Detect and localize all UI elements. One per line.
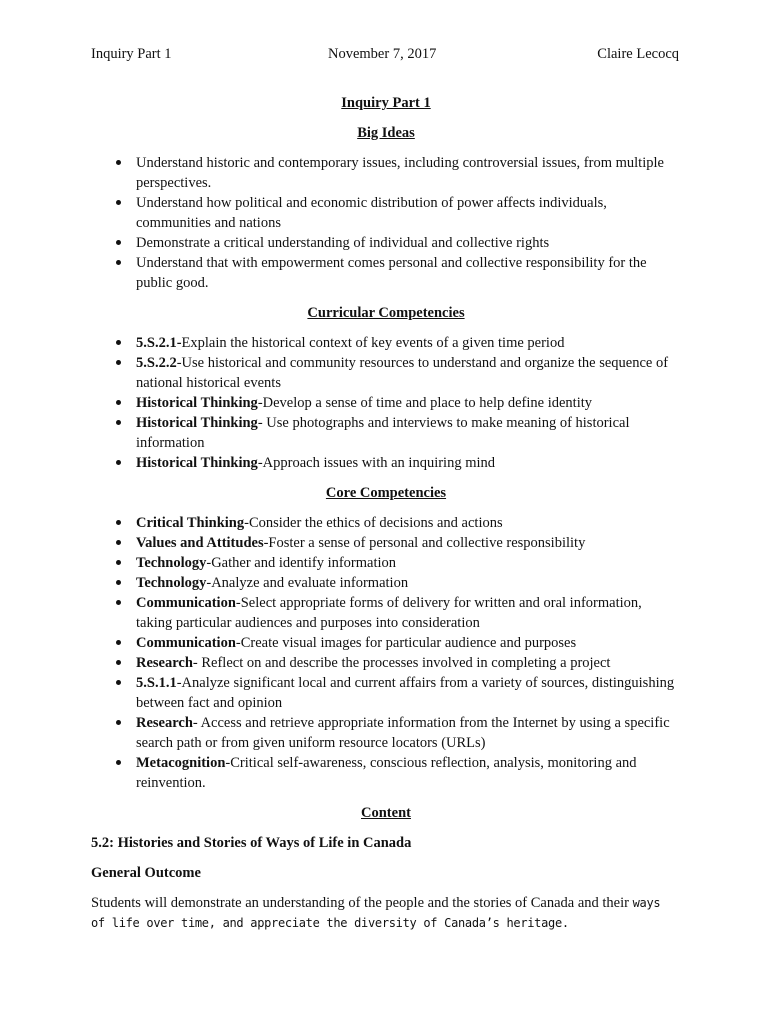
competency-text: Explain the historical context of key events of a given time period xyxy=(181,335,565,351)
competency-term: Technology xyxy=(136,555,207,571)
header-left: Inquiry Part 1 xyxy=(91,46,172,62)
competency-term: 5.S.1.1 xyxy=(136,675,177,691)
competency-text: -Analyze and evaluate information xyxy=(206,575,409,591)
list-item xyxy=(91,593,681,633)
competency-text: -Foster a sense of personal and collective responsibility xyxy=(263,535,586,551)
competency-term: Historical Thinking xyxy=(136,455,258,471)
list-item xyxy=(91,353,681,393)
competency-term: Communication xyxy=(136,635,236,651)
competency-term: Historical Thinking xyxy=(136,415,258,431)
competency-term: Research xyxy=(136,655,193,671)
content-section-title: 5.2: Histories and Stories of Ways of Life in Canada xyxy=(91,835,412,851)
competency-text: -Approach issues with an inquiring mind xyxy=(257,455,496,471)
list-item xyxy=(91,533,681,553)
core-competencies-list xyxy=(91,513,681,793)
list-item xyxy=(91,513,681,533)
list-item xyxy=(91,413,681,453)
general-outcome-text xyxy=(91,893,681,933)
competency-text: -Select appropriate forms of delivery for written and oral information, taking particular audiences and purposes into consideration xyxy=(136,595,642,631)
page-header xyxy=(91,44,679,64)
competency-text: -Create visual images for particular audience and purposes xyxy=(235,635,577,651)
competency-term: Historical Thinking xyxy=(136,395,258,411)
list-item: Understand historic and contemporary issues, including controversial issues, from multiple perspectives. xyxy=(91,153,681,193)
list-item xyxy=(91,753,681,793)
curricular-competencies-list xyxy=(91,333,681,473)
curricular-competencies-heading: Curricular Competencies xyxy=(307,305,465,321)
outcome-text-end: ways of life over time, and appreciate the diversity of Canada’s heritage. xyxy=(91,896,661,930)
list-item xyxy=(91,633,681,653)
list-item xyxy=(91,573,681,593)
header-author: Claire Lecocq xyxy=(597,46,679,62)
big-ideas-list xyxy=(91,153,681,293)
competency-term: Technology xyxy=(136,575,207,591)
competency-text: - Reflect on and describe the processes involved in completing a project xyxy=(192,655,611,671)
competency-text: -Gather and identify information xyxy=(206,555,397,571)
big-ideas-heading: Big Ideas xyxy=(357,125,415,141)
outcome-text-start: Students will demonstrate an understanding of the people and the stories of Canada and their xyxy=(91,895,629,911)
list-item xyxy=(91,453,681,473)
competency-text: -Analyze significant local and current affairs from a variety of sources, distinguishing between fact and opinion xyxy=(136,675,675,711)
list-item xyxy=(91,553,681,573)
competency-term: Metacognition xyxy=(136,755,226,771)
core-competencies-heading: Core Competencies xyxy=(325,485,447,501)
list-item xyxy=(91,713,681,753)
competency-text: - Access and retrieve appropriate information from the Internet by using a specific search path or from given uniform resource locators (URLs) xyxy=(136,715,670,751)
header-date: November 7, 2017 xyxy=(328,46,437,62)
competency-text: - Use photographs and interviews to make meaning of historical information xyxy=(136,415,630,451)
general-outcome-label: General Outcome xyxy=(91,865,201,881)
document-title: Inquiry Part 1 xyxy=(341,95,431,111)
competency-text: -Critical self-awareness, conscious reflection, analysis, monitoring and reinvention. xyxy=(136,755,637,791)
competency-term: Values and Attitudes xyxy=(136,535,264,551)
list-item xyxy=(91,653,681,673)
competency-text: -Develop a sense of time and place to help define identity xyxy=(257,395,592,411)
list-item xyxy=(91,393,681,413)
competency-term: 5.S.2.1- xyxy=(136,335,182,351)
competency-text: -Consider the ethics of decisions and actions xyxy=(244,515,503,531)
list-item xyxy=(91,333,681,353)
list-item xyxy=(91,673,681,713)
list-item: Understand that with empowerment comes personal and collective responsibility for the public good. xyxy=(91,253,681,293)
competency-term: 5.S.2.2 xyxy=(136,355,177,371)
competency-term: Research xyxy=(136,715,193,731)
list-item: Understand how political and economic distribution of power affects individuals, communities and nations xyxy=(91,193,681,233)
competency-term: Communication xyxy=(136,595,236,611)
content-heading: Content xyxy=(361,805,411,821)
document-body xyxy=(91,93,681,933)
competency-text: -Use historical and community resources to understand and organize the sequence of national historical events xyxy=(136,355,669,391)
competency-term: Critical Thinking xyxy=(136,515,245,531)
list-item: Demonstrate a critical understanding of individual and collective rights xyxy=(91,233,681,253)
